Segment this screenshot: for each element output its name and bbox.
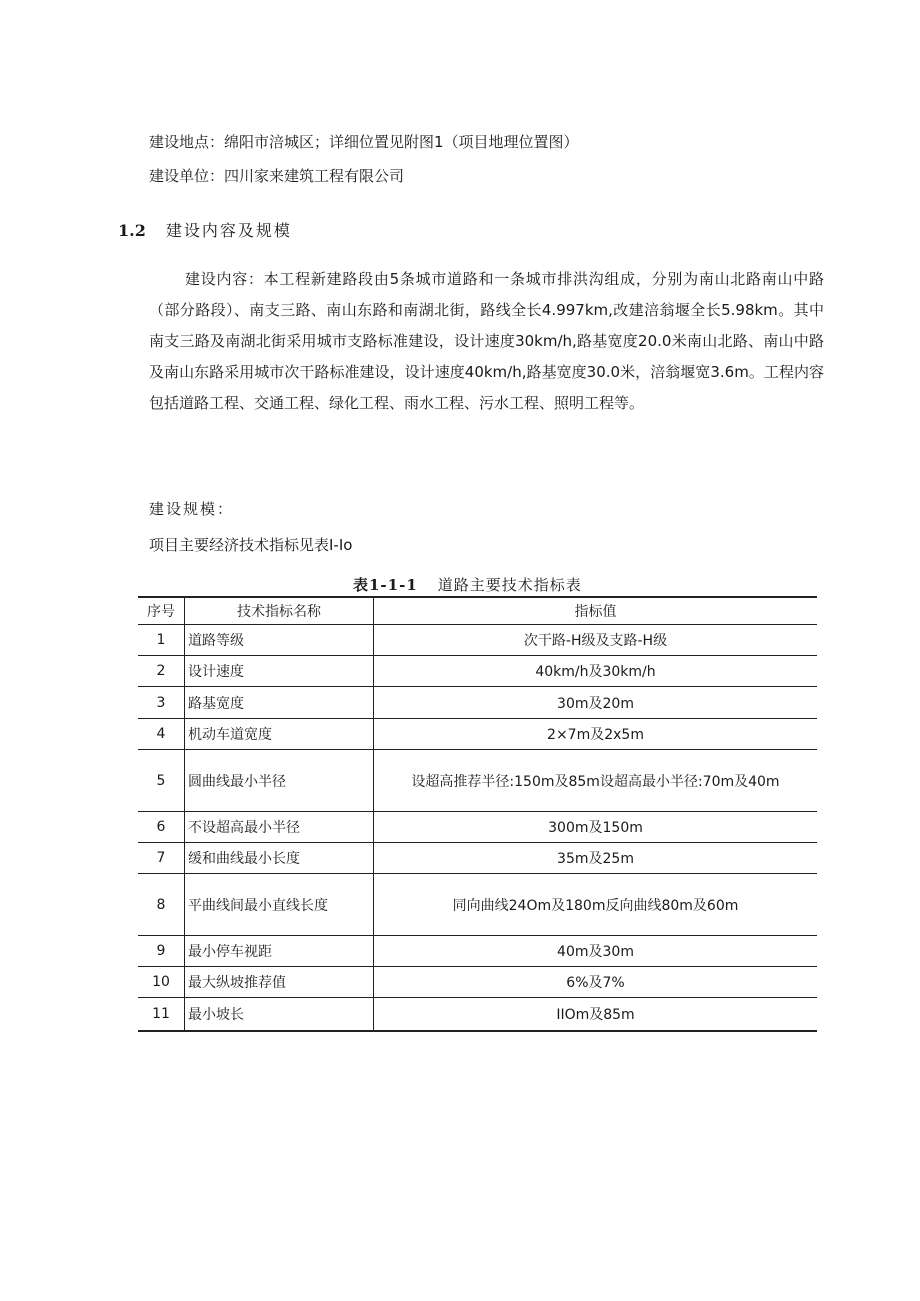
row-value: 同向曲线24Om及180m反向曲线80m及60m [452, 897, 739, 914]
table-row [138, 656, 817, 687]
row-index: 10 [138, 967, 185, 998]
scale-line: 项目主要经济技术指标见表I-Io [149, 536, 353, 554]
row-name: 道路等级 [185, 625, 374, 656]
row-name: 最小停车视距 [185, 936, 374, 967]
section-heading [118, 218, 292, 241]
row-value: 40km∕h及30km∕h [535, 664, 656, 680]
row-index: 6 [138, 812, 185, 843]
table-row [138, 843, 817, 874]
row-name: 最大纵坡推荐值 [185, 967, 374, 998]
row-index: 4 [138, 719, 185, 750]
table-row [138, 719, 817, 750]
table-header-row [138, 597, 817, 625]
row-value: 35m及25m [557, 851, 634, 867]
row-value: 300m及150m [548, 820, 643, 836]
content-paragraph: 建设内容：本工程新建路段由5条城市道路和一条城市排洪沟组成，分别为南山北路南山中路（部分路段）、南支三路、南山东路和南湖北街，路线全长4.997km,改建涪翁堰全长5.98km。其中南支三路及南湖北街采用城市支路标准建设，设计速度30km∕h,路基宽度20.0米南山北路、南山中路及南山东路采用城市次干路标准建设，设计速度40km∕h,路基宽度30.0米，涪翁堰宽3.6m。工程内容包括道路工程、交通工程、绿化工程、雨水工程、污水工程、照明工程等。 [149, 270, 824, 412]
row-index: 9 [138, 936, 185, 967]
row-value: 30m及20m [557, 695, 634, 712]
row-index: 1 [138, 625, 185, 656]
row-index: 8 [138, 874, 185, 936]
row-name: 机动车道宽度 [185, 719, 374, 750]
technical-indicators-table [138, 596, 817, 1032]
table-row [138, 625, 817, 656]
section-title: 建设内容及规模 [165, 221, 292, 240]
row-value: 40m及30m [557, 944, 634, 960]
table-row [138, 967, 817, 998]
section-number: 1.2 [118, 221, 146, 240]
location-line: 建设地点：绵阳市涪城区；详细位置见附图1（项目地理位置图） [149, 133, 579, 151]
row-name: 设计速度 [185, 656, 374, 687]
row-name: 路基宽度 [185, 687, 374, 719]
table-row [138, 687, 817, 719]
row-index: 7 [138, 843, 185, 874]
table-row [138, 998, 817, 1031]
row-value: IIOm及85m [556, 1006, 635, 1023]
row-name: 不设超高最小半径 [185, 812, 374, 843]
row-name: 圆曲线最小半径 [185, 750, 374, 812]
row-value: 2×7m及2x5m [547, 727, 644, 743]
table-caption-number: 表1-1-1 [353, 576, 418, 594]
table-caption-title: 道路主要技术指标表 [437, 576, 582, 594]
row-name: 缓和曲线最小长度 [185, 843, 374, 874]
row-value: 次干路-H级及支路-H级 [523, 633, 668, 649]
row-index: 2 [138, 656, 185, 687]
row-index: 3 [138, 687, 185, 719]
header-index: 序号 [138, 597, 185, 625]
table-caption [353, 574, 582, 595]
table-row [138, 874, 817, 936]
row-name: 平曲线间最小直线长度 [185, 874, 374, 936]
table-row [138, 936, 817, 967]
row-index: 5 [138, 750, 185, 812]
scale-heading: 建设规模： [149, 500, 235, 518]
header-indicator-value: 指标值 [574, 604, 617, 620]
row-value: 设超高推荐半径:150m及85m设超高最小半径:70m及40m [411, 773, 780, 790]
row-value: 6%及7% [566, 975, 625, 991]
unit-line: 建设单位：四川家来建筑工程有限公司 [149, 167, 405, 185]
row-index: 11 [138, 998, 185, 1031]
row-name: 最小坡长 [185, 998, 374, 1031]
table-row [138, 812, 817, 843]
header-indicator-name: 技术指标名称 [185, 597, 374, 625]
table-row [138, 750, 817, 812]
